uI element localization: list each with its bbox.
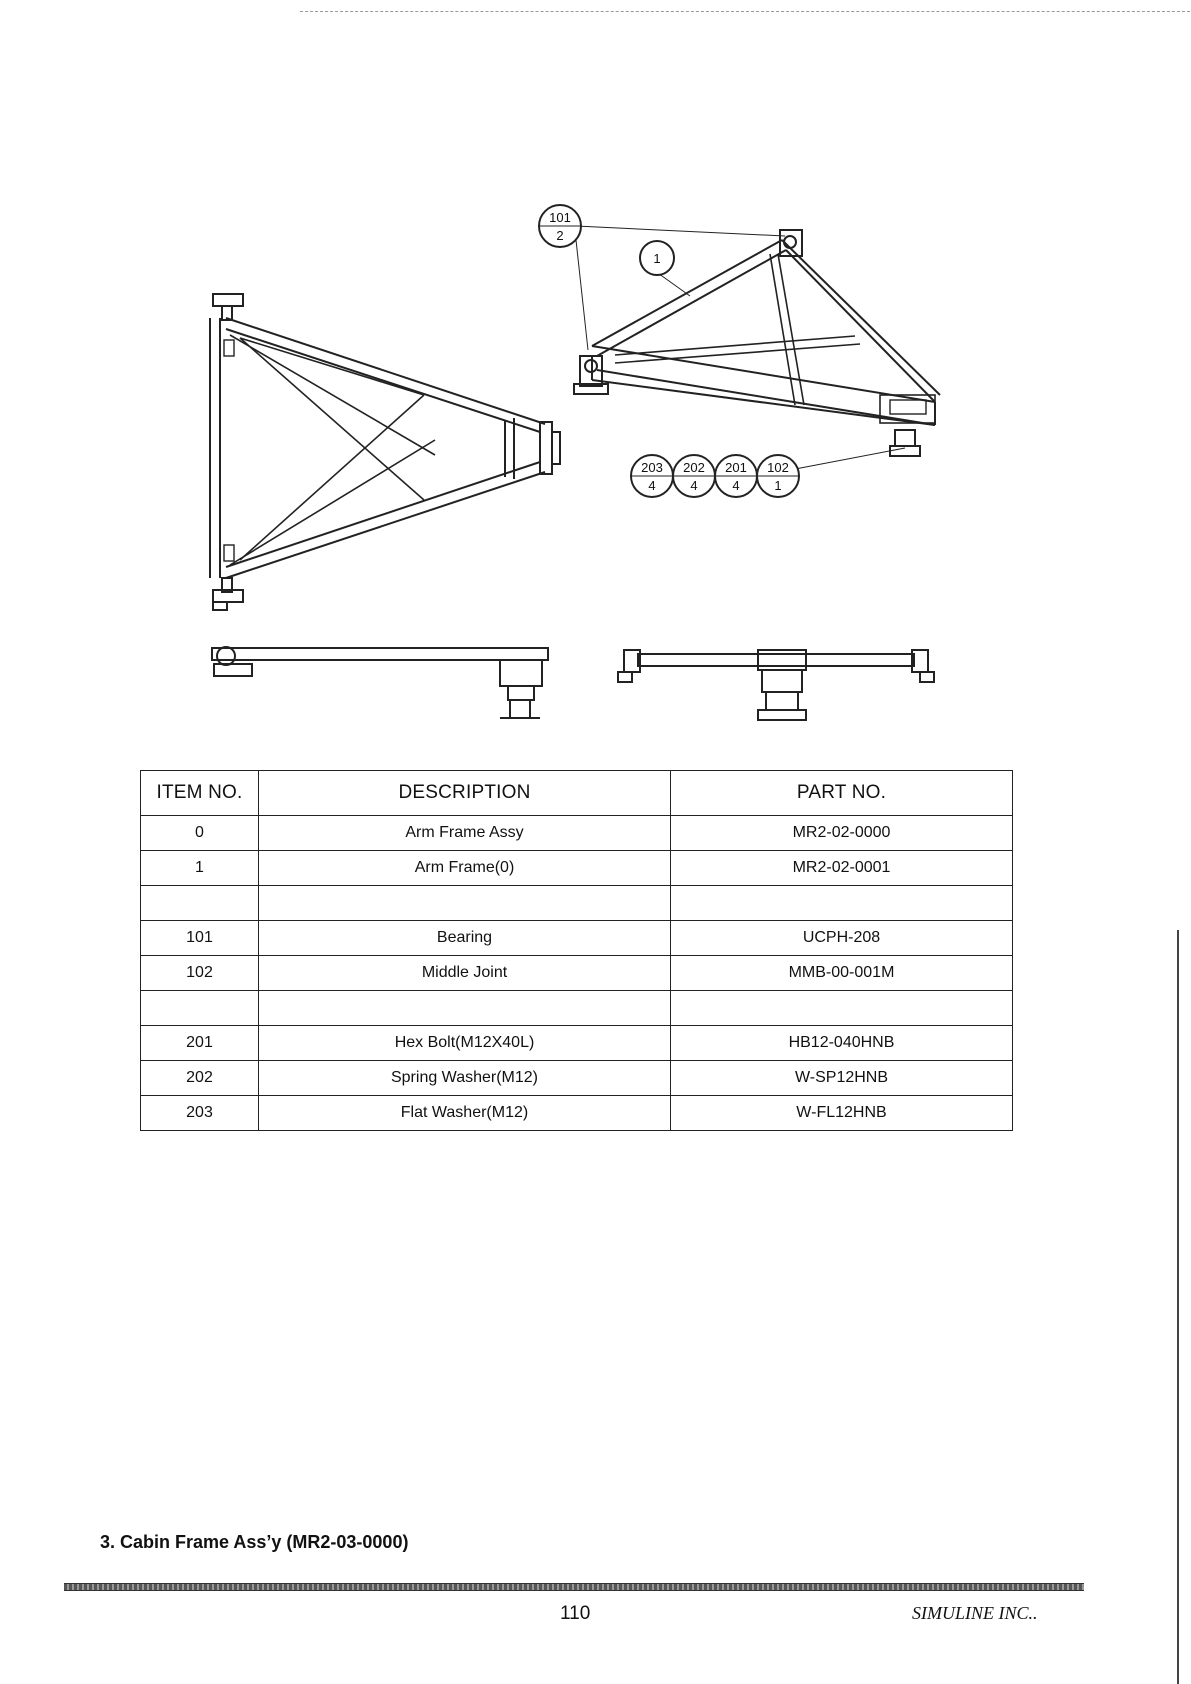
isometric-view-frame	[574, 230, 940, 456]
description-cell: Bearing	[259, 921, 671, 956]
description-cell: Hex Bolt(M12X40L)	[259, 1026, 671, 1061]
item-cell: 202	[141, 1061, 259, 1096]
footer-rule	[64, 1583, 1084, 1591]
callout-201-qty: 4	[732, 478, 740, 493]
header-item-no: ITEM NO.	[141, 771, 259, 816]
header-description: DESCRIPTION	[259, 771, 671, 816]
company-name: SIMULINE INC..	[912, 1603, 1038, 1623]
part-cell: W-SP12HNB	[671, 1061, 1013, 1096]
callout-203-item: 203	[641, 460, 663, 475]
table-row	[141, 1026, 1013, 1061]
callout-101-item: 101	[549, 210, 571, 225]
part-cell: HB12-040HNB	[671, 1026, 1013, 1061]
parts-table-header	[141, 771, 1013, 816]
item-cell: 1	[141, 851, 259, 886]
page-number: 110	[560, 1603, 591, 1624]
callout-202-qty: 4	[690, 478, 698, 493]
part-cell: MR2-02-0001	[671, 851, 1013, 886]
right-margin-rule	[1177, 930, 1179, 1684]
description-cell: Middle Joint	[259, 956, 671, 991]
table-row-empty	[141, 886, 1013, 921]
description-cell: Arm Frame Assy	[259, 816, 671, 851]
part-cell: MR2-02-0000	[671, 816, 1013, 851]
callout-102-item: 102	[767, 460, 789, 475]
table-row	[141, 956, 1013, 991]
description-cell	[259, 991, 671, 1026]
callout-201-item: 201	[725, 460, 747, 475]
callout-101-qty: 2	[556, 228, 564, 243]
side-view-frame	[212, 647, 548, 718]
callout-102-qty: 1	[774, 478, 782, 493]
item-cell: 201	[141, 1026, 259, 1061]
top-view-frame	[210, 294, 560, 610]
callout-203-qty: 4	[648, 478, 656, 493]
item-cell	[141, 991, 259, 1026]
item-cell: 102	[141, 956, 259, 991]
section-heading: 3. Cabin Frame Ass’y (MR2-03-0000)	[100, 1532, 409, 1552]
arm-frame-svg	[0, 0, 1191, 760]
part-cell	[671, 991, 1013, 1026]
item-cell: 0	[141, 816, 259, 851]
description-cell: Arm Frame(0)	[259, 851, 671, 886]
arm-frame-drawing	[0, 0, 1191, 760]
callout-1-item: 1	[653, 251, 661, 266]
item-cell: 101	[141, 921, 259, 956]
table-row	[141, 816, 1013, 851]
part-cell	[671, 886, 1013, 921]
table-row	[141, 921, 1013, 956]
description-cell: Flat Washer(M12)	[259, 1096, 671, 1131]
table-row	[141, 1096, 1013, 1131]
description-cell	[259, 886, 671, 921]
item-cell	[141, 886, 259, 921]
parts-table	[140, 770, 1013, 1131]
description-cell: Spring Washer(M12)	[259, 1061, 671, 1096]
table-row	[141, 1061, 1013, 1096]
front-view-frame	[618, 650, 934, 720]
table-row	[141, 851, 1013, 886]
part-cell: UCPH-208	[671, 921, 1013, 956]
table-row-empty	[141, 991, 1013, 1026]
part-cell: MMB-00-001M	[671, 956, 1013, 991]
item-cell: 203	[141, 1096, 259, 1131]
header-part-no: PART NO.	[671, 771, 1013, 816]
part-cell: W-FL12HNB	[671, 1096, 1013, 1131]
callout-202-item: 202	[683, 460, 705, 475]
